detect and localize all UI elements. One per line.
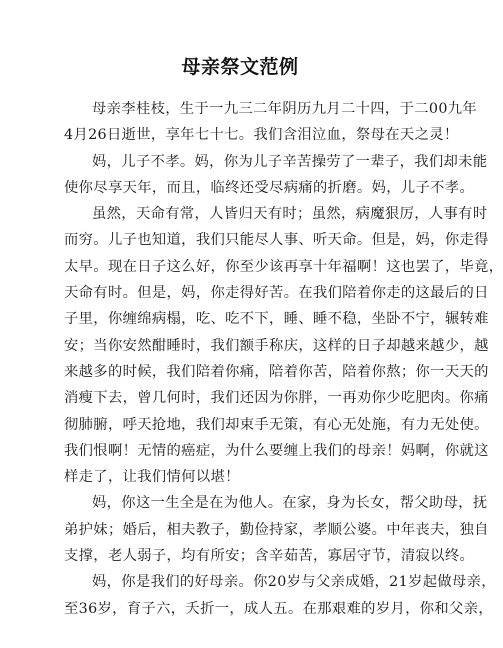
text-line: 子里，你缠绵病榻，吃、吃不下，睡、睡不稳，坐卧不宁，辗转难 [64, 311, 489, 328]
text-line: 妈，儿子不孝。妈，你为儿子辛苦操劳了一辈子，我们却未能 [92, 153, 488, 170]
text-line: 支撑，老人弱子，均有所安；含辛茹苦，寡居守节，清寂以终。 [64, 548, 475, 565]
text-line: 妈，你是我们的好母亲。你20岁与父亲成婚，21岁起做母亲， [92, 574, 496, 591]
text-line: 太早。现在日子这么好，你至少该再享十年福啊！这也罢了，毕竟， [64, 258, 503, 275]
text-line: 至36岁，育子六，夭折一，成人五。在那艰难的岁月，你和父亲， [64, 600, 494, 617]
text-line: 母亲李桂枝，生于一九三二年阴历九月二十四，于二00九年 [92, 101, 478, 117]
text-line: 安；当你安然酣睡时，我们额手称庆，这样的日子却越来越少，越 [64, 337, 489, 354]
document-body [64, 96, 503, 622]
text-line: 样走了，让我们情何以堪！ [64, 469, 240, 486]
text-line: 虽然，天命有常，人皆归天有时；虽然，病魔狠厉，人事有时 [92, 206, 488, 223]
text-line: 弟护妹；婚后，相夫教子，勤俭持家，孝顺公婆。中年丧夫，独自 [64, 521, 489, 538]
text-line: 使你尽享天年，而且，临终还受尽病痛的折磨。妈，儿子不孝。 [64, 179, 475, 196]
text-line: 彻肺腑，呼天抢地，我们却束手无策，有心无处施，有力无处使。 [64, 416, 489, 433]
text-line: 来越多的时候，我们陪着你痛，陪着你苦，陪着你熬；你一天天的 [64, 363, 489, 380]
text-line: 天命有时。但是，妈，你走得好苦。在我们陪着你走的这最后的日 [64, 285, 489, 302]
text-line: 我们恨啊！无情的癌症，为什么要缠上我们的母亲！妈啊，你就这 [64, 442, 489, 459]
text-line: 消瘦下去，曾几何时，我们还因为你胖，一再劝你少吃肥肉。你痛 [64, 390, 489, 407]
document-title: 母亲祭文范例 [181, 56, 299, 78]
text-line: 4月26日逝世，享年七十七。我们含泪泣血，祭母在天之灵！ [64, 127, 459, 144]
text-line: 而穷。儿子也知道，我们只能尽人事、听天命。但是，妈，你走得 [64, 232, 489, 249]
text-line: 妈，你这一生全是在为他人。在家，身为长女，帮父助母，抚 [92, 495, 488, 512]
